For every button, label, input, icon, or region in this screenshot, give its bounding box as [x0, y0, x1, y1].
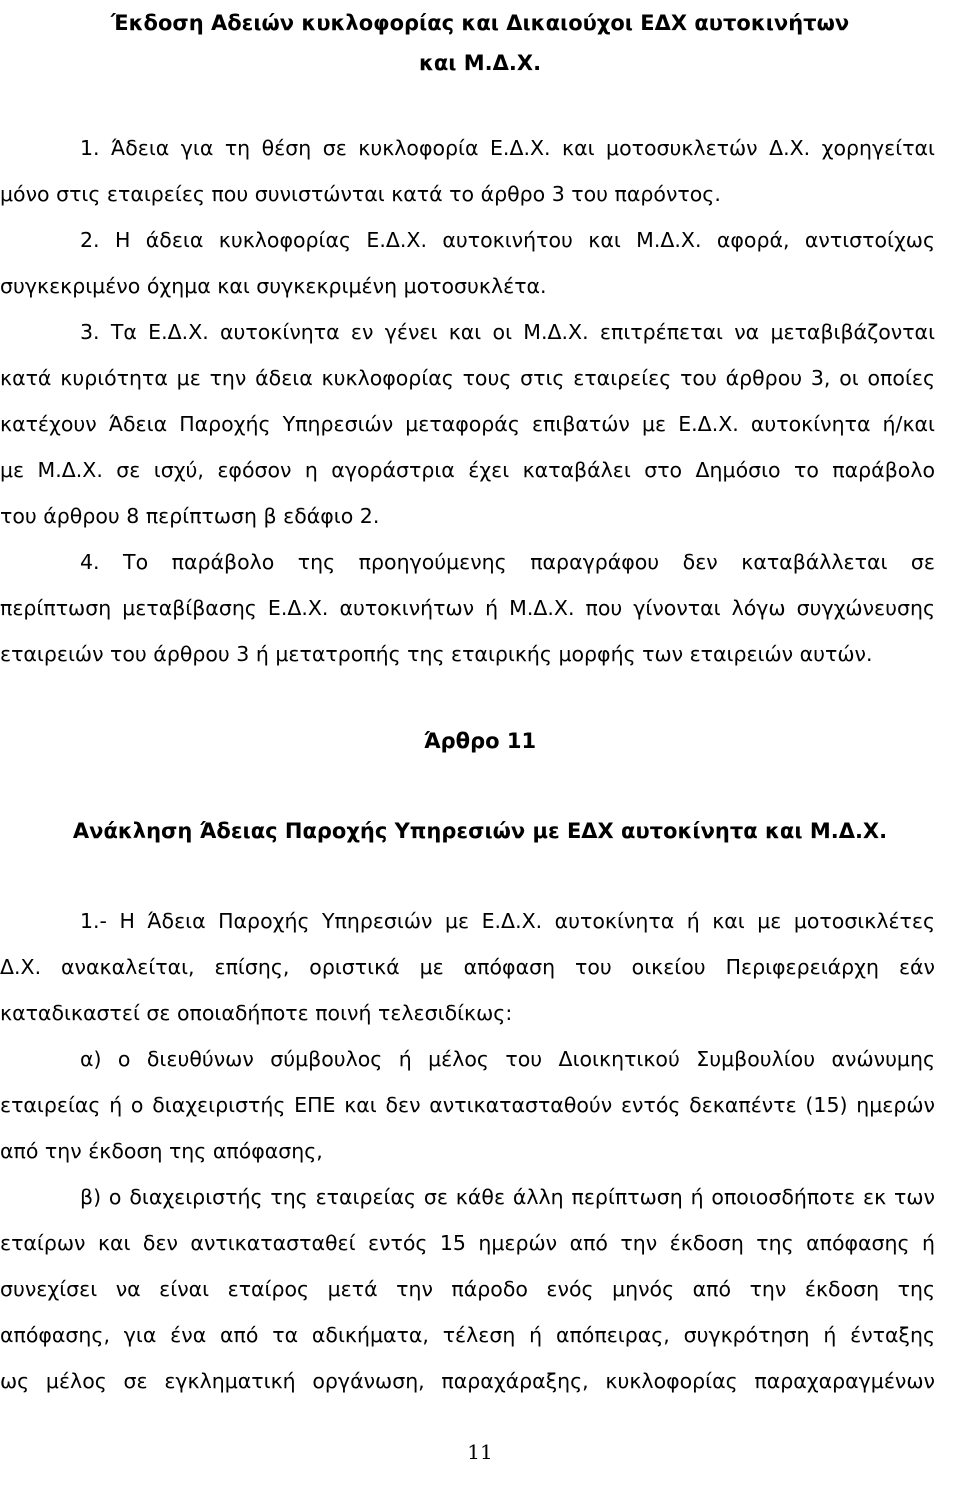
paragraph-line: 4. Το παράβολο της προηγούμενης παραγράφου δεν καταβάλλεται σε: [80, 550, 935, 574]
article-number: Άρθρο 11: [423, 729, 537, 753]
paragraph-line: 3. Τα Ε.Δ.Χ. αυτοκίνητα εν γένει και οι Μ.Δ.Χ. επιτρέπεται να μεταβιβάζονται: [80, 320, 935, 344]
paragraph-line: περίπτωση μεταβίβασης Ε.Δ.Χ. αυτοκινήτων ή Μ.Δ.Χ. που γίνονται λόγω συγχώνευσης: [0, 596, 935, 620]
article-line: από την έκδοση της απόφασης,: [0, 1139, 323, 1163]
article-line: α) ο διευθύνων σύμβουλος ή μέλος του Διοικητικού Συμβουλίου ανώνυμης: [80, 1047, 935, 1071]
paragraph-line: 1. Άδεια για τη θέση σε κυκλοφορία Ε.Δ.Χ. και μοτοσυκλετών Δ.Χ. χορηγείται: [80, 136, 935, 160]
article-line: καταδικαστεί σε οποιαδήποτε ποινή τελεσιδίκως:: [0, 1001, 513, 1025]
article-line: β) ο διαχειριστής της εταιρείας σε κάθε άλλη περίπτωση ή οποιοσδήποτε εκ των: [80, 1185, 935, 1209]
paragraph-line: με Μ.Δ.Χ. σε ισχύ, εφόσον η αγοράστρια έχει καταβάλει στο Δημόσιο το παράβολο: [0, 458, 935, 482]
paragraph-line: του άρθρου 8 περίπτωση β εδάφιο 2.: [0, 504, 380, 528]
paragraph-line: 2. Η άδεια κυκλοφορίας Ε.Δ.Χ. αυτοκινήτου και Μ.Δ.Χ. αφορά, αντιστοίχως: [80, 228, 935, 252]
article-line: ως μέλος σε εγκληματική οργάνωση, παραχάραξης, κυκλοφορίας παραχαραγμένων: [0, 1369, 935, 1393]
page-number: 11: [467, 1440, 493, 1464]
heading-line-2: και Μ.Δ.Χ.: [418, 51, 542, 75]
article-line: απόφασης, για ένα από τα αδικήματα, τέλεση ή απόπειρας, συγκρότηση ή ένταξης: [0, 1323, 935, 1347]
article-line: Δ.Χ. ανακαλείται, επίσης, οριστικά με απόφαση του οικείου Περιφερειάρχη εάν: [0, 955, 935, 979]
paragraph-line: συγκεκριμένο όχημα και συγκεκριμένη μοτοσυκλέτα.: [0, 274, 547, 298]
heading-line-1: Έκδοση Αδειών κυκλοφορίας και Δικαιούχοι ΕΔΧ αυτοκινήτων: [110, 11, 850, 35]
article-line: συνεχίσει να είναι εταίρος μετά την πάροδο ενός μηνός από την έκδοση της: [0, 1277, 935, 1301]
paragraph-line: εταιρειών του άρθρου 3 ή μετατροπής της εταιρικής μορφής των εταιρειών αυτών.: [0, 642, 873, 666]
paragraph-line: κατά κυριότητα με την άδεια κυκλοφορίας τους στις εταιρείες του άρθρου 3, οι οποίες: [0, 366, 935, 390]
paragraph-line: μόνο στις εταιρείες που συνιστώνται κατά το άρθρο 3 του παρόντος.: [0, 182, 721, 206]
article-line: εταιρείας ή ο διαχειριστής ΕΠΕ και δεν αντικατασταθούν εντός δεκαπέντε (15) ημερών: [0, 1093, 935, 1117]
article-line: 1.- Η Άδεια Παροχής Υπηρεσιών με Ε.Δ.Χ. αυτοκίνητα ή και με μοτοσικλέτες: [80, 909, 935, 933]
article-line: εταίρων και δεν αντικατασταθεί εντός 15 ημερών από την έκδοση της απόφασης ή: [0, 1231, 935, 1255]
paragraph-line: κατέχουν Άδεια Παροχής Υπηρεσιών μεταφοράς επιβατών με Ε.Δ.Χ. αυτοκίνητα ή/και: [0, 412, 935, 436]
article-title: Ανάκληση Άδειας Παροχής Υπηρεσιών με ΕΔΧ αυτοκίνητα και Μ.Δ.Χ.: [72, 819, 888, 843]
